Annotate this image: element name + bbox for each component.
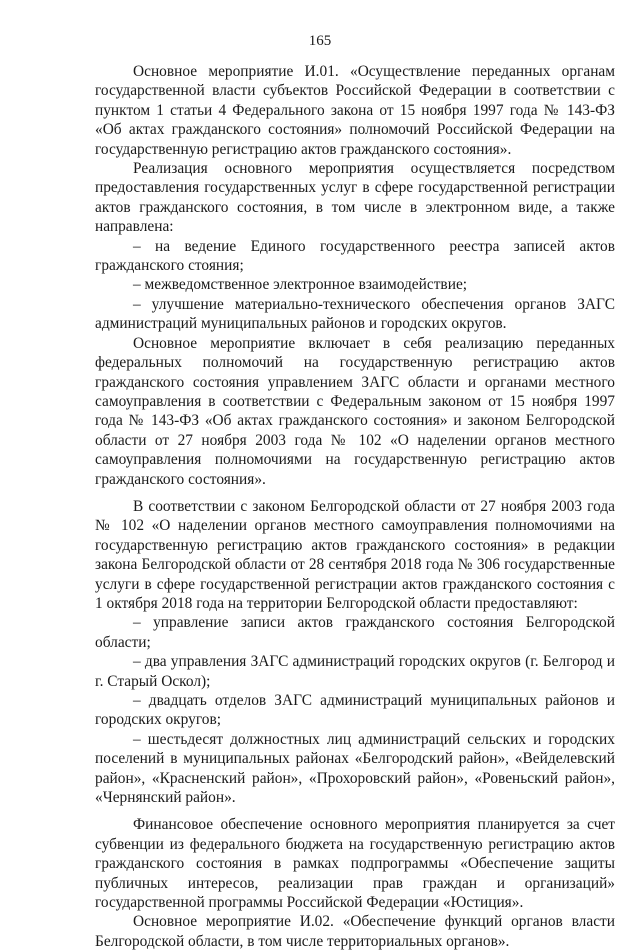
paragraph-activity-includes: Основное мероприятие включает в себя реализацию переданных федеральных полномочий на государственную регистрацию актов гражданского состояния управлением ЗАГС области и органами местного самоуправления в соответствии с Федеральным законом от 15 ноября 1997 года № 143-ФЗ «Об актах гражданского состояния» и законом Белгородской области от 27 ноября 2003 года № 102 «О наделении органов местного самоуправления полномочиями на государственную регистрацию актов гражданского состояния». (95, 334, 615, 488)
page-number: 165 (308, 33, 332, 49)
list-item-two-departments: – два управления ЗАГС администраций городских округов (г. Белгород и г. Старый Оскол); (95, 653, 615, 690)
list-item-equipment: – улучшение материально-технического обеспечения органов ЗАГС администраций муниципальных районов и городских округов. (95, 295, 615, 333)
document-body (95, 62, 615, 951)
list-item-twenty-offices: – двадцать отделов ЗАГС администраций муниципальных районов и городских округов; (95, 692, 615, 729)
list-item-registry: – на ведение Единого государственного реестра записей актов гражданского стояния; (95, 237, 615, 275)
paragraph-main-activity-i01: Основное мероприятие И.01. «Осуществление переданных органам государственной власти субъектов Российской Федерации в соответствии с пунктом 1 статьи 4 Федерального закона от 15 ноября 1997 года № 143-ФЗ «Об актах гражданского состояния» полномочий Российской Федерации на государственную регистрацию актов гражданского состояния». (95, 63, 615, 158)
paragraph-main-activity-i02: Основное мероприятие И.02. «Обеспечение функций органов власти Белгородской области, в том числе территориальных органов». (95, 913, 615, 950)
list-item-zags-department: – управление записи актов гражданского состояния Белгородской области; (95, 614, 615, 651)
paragraph-financing: Финансовое обеспечение основного мероприятия планируется за счет субвенции из федерального бюджета на государственную регистрацию актов гражданского состояния в рамках подпрограммы «Обеспечение защиты публичных интересов, реализации прав граждан и организаций» государственной программы Российской Федерации «Юстиция». (95, 816, 615, 912)
paragraph-implementation: Реализация основного мероприятия осуществляется посредством предоставления государственных услуг в сфере государственной регистрации актов гражданского состояния, в том числе в электронном виде, а также направлена: (95, 160, 615, 236)
list-item-interaction: – межведомственное электронное взаимодействие; (133, 276, 468, 294)
paragraph-law-reference: В соответствии с законом Белгородской области от 27 ноября 2003 года № 102 «О наделении органов местного самоуправления полномочиями на государственную регистрацию актов гражданского состояния» в редакции закона Белгородской области от 28 сентября 2018 года № 306 государственные услуги в сфере государственной регистрации актов гражданского состояния с 1 октября 2018 года на территории Белгородской области предоставляют: (95, 497, 615, 612)
list-item-sixty-officials: – шестьдесят должностных лиц администраций сельских и городских поселений в муниципальных районах «Белгородский район», «Вейделевский район», «Красненский район», «Прохоровский район», «Ровеньский район», «Чернянский район». (95, 730, 615, 807)
